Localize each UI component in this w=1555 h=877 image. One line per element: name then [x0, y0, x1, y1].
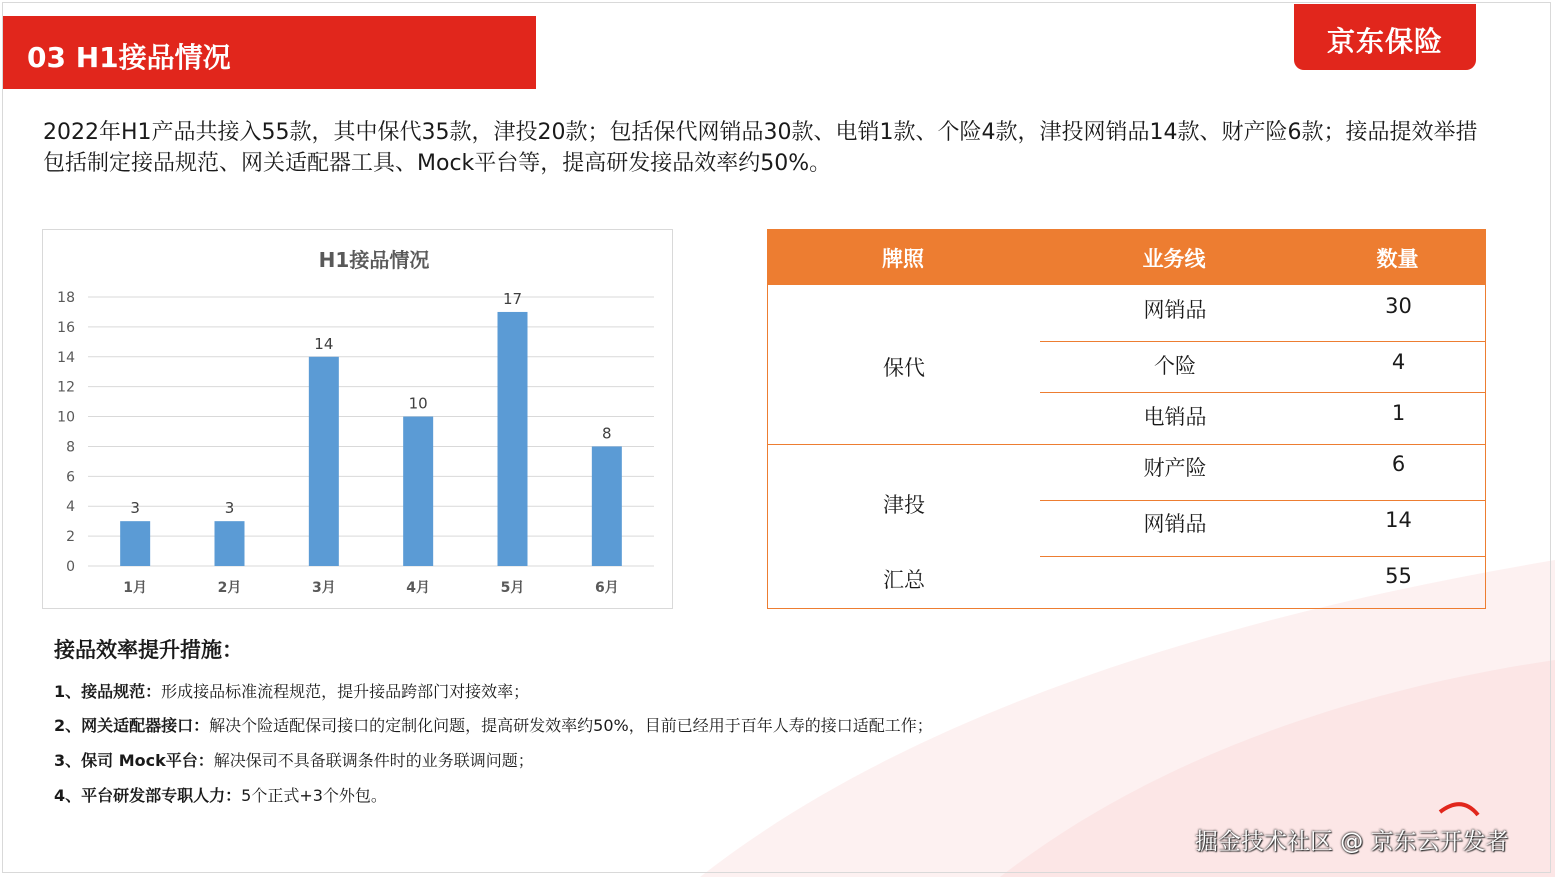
row-divider [1040, 556, 1486, 557]
x-tick-label: 6月 [594, 580, 619, 596]
measure-label: 2、网关适配器接口： [54, 716, 210, 735]
table-cell-count: 6 [1391, 452, 1406, 476]
measure-label: 3、保司 Mock平台： [54, 751, 214, 770]
brand-logo-text: 京东保险 [1326, 25, 1443, 58]
y-tick-label: 8 [66, 439, 75, 456]
table-header-license: 牌照 [882, 247, 924, 271]
x-tick-label: 1月 [123, 580, 148, 596]
y-tick-label: 4 [66, 499, 75, 516]
measure-item [54, 783, 387, 806]
table-cell-total-label: 汇总 [883, 568, 925, 592]
table-cell-count: 4 [1391, 350, 1406, 374]
table-cell-count: 30 [1385, 294, 1412, 318]
data-label: 14 [314, 334, 334, 353]
table-cell-business-line: 电销品 [1143, 405, 1207, 429]
table-header-row [767, 229, 1486, 285]
page-title: 03 H1接品情况 [27, 41, 231, 74]
data-label: 8 [602, 424, 612, 443]
data-label: 3 [130, 499, 140, 518]
bar-chart [42, 229, 673, 609]
x-tick-label: 5月 [500, 580, 525, 596]
y-tick-label: 10 [57, 409, 75, 426]
bar [592, 446, 622, 566]
y-tick-label: 2 [66, 529, 75, 546]
measure-item [54, 748, 534, 771]
row-divider [1040, 341, 1486, 342]
measure-item [54, 679, 529, 702]
measure-item [54, 713, 933, 736]
row-divider [1040, 500, 1486, 501]
watermark: 掘金技术社区 @ 京东云开发者 [1195, 829, 1509, 855]
y-tick-label: 6 [66, 469, 75, 486]
bar [120, 521, 150, 566]
row-divider [1040, 392, 1486, 393]
table-cell-business-line: 网销品 [1143, 298, 1207, 322]
measure-text: 5个正式+3个外包。 [241, 786, 387, 805]
table-cell-count: 14 [1385, 508, 1412, 532]
measure-label: 4、平台研发部专职人力： [54, 786, 242, 805]
intro-paragraph: 2022年H1产品共接入55款，其中保代35款，津投20款；包括保代网销品30款、电销1款、个险4款，津投网销品14款、财产险6款；接品提效举措包括制定接品规范、网关适配器工具、Mock平台等，提高研发接品效率约50%。 [43, 120, 1478, 176]
table-cell-business-line: 个险 [1154, 354, 1196, 378]
table-body [767, 285, 1486, 609]
measures-title: 接品效率提升措施： [54, 638, 243, 662]
x-tick-label: 4月 [406, 580, 431, 596]
x-tick-label: 3月 [311, 580, 336, 596]
measure-text: 解决保司不具备联调条件时的业务联调问题； [213, 751, 534, 770]
measure-text: 解决个险适配保司接口的定制化问题，提高研发效率约50%，目前已经用于百年人寿的接口适配工作； [209, 716, 933, 735]
bar-chart-canvas [43, 230, 672, 608]
bar [215, 521, 245, 566]
table-cell-business-line: 财产险 [1143, 456, 1207, 480]
data-label: 3 [224, 499, 235, 518]
y-tick-label: 16 [57, 319, 75, 336]
table-cell-business-line: 网销品 [1143, 512, 1207, 536]
chart-title: H1接品情况 [318, 248, 430, 272]
table-cell-count: 1 [1391, 401, 1406, 425]
table-header-count: 数量 [1376, 247, 1419, 271]
bar [403, 417, 433, 566]
bar [309, 357, 339, 566]
bar [498, 312, 528, 566]
y-tick-label: 14 [57, 349, 75, 366]
y-tick-label: 0 [66, 559, 75, 575]
measure-text: 形成接品标准流程规范，提升接品跨部门对接效率； [161, 682, 530, 701]
table-cell-total-count: 55 [1385, 564, 1412, 588]
data-label: 17 [502, 289, 523, 308]
table-cell-license: 保代 [883, 356, 925, 380]
x-tick-label: 2月 [217, 580, 242, 596]
brand-logo [1294, 4, 1476, 70]
table-cell-license: 津投 [883, 493, 925, 517]
measure-label: 1、接品规范： [54, 682, 162, 701]
data-label: 10 [408, 394, 428, 413]
group-divider [768, 444, 1486, 445]
y-tick-label: 18 [57, 290, 75, 306]
summary-table [767, 229, 1486, 609]
y-tick-label: 12 [57, 379, 75, 396]
table-header-business-line: 业务线 [1142, 247, 1206, 271]
title-bar [3, 16, 536, 89]
